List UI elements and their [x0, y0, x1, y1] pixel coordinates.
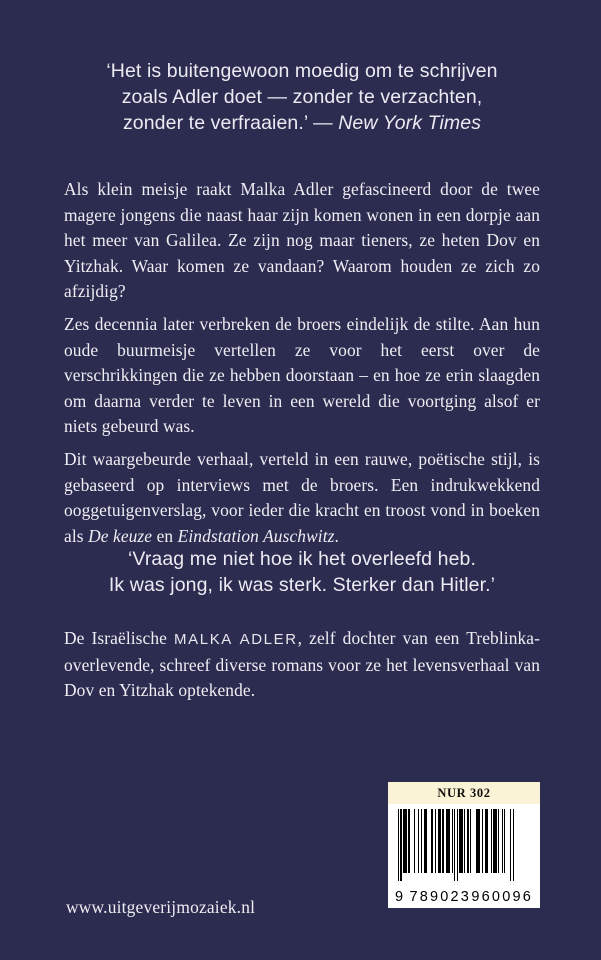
- blurb-paragraph-1: Als klein meisje raakt Malka Adler gefascineerd door de twee magere jongens die naast haar zijn komen wonen in een dorpje aan het meer van Galilea. Ze zijn nog maar tieners, ze heten Dov en Yitzhak. Waar komen ze vandaan? Waarom houden ze zich zo afzijdig?: [64, 179, 540, 302]
- nur-code-strip: [388, 782, 540, 804]
- barcode-lead-digit: 9: [395, 889, 404, 905]
- blurb-paragraph-3-part-2: en: [152, 525, 178, 546]
- pull-quote-middle-line-2: Ik was jong, ik was sterk. Sterker dan Hitler.’: [108, 574, 496, 596]
- barcode-block: [388, 782, 540, 908]
- publisher-website[interactable]: www.uitgeverijmozaiek.nl: [66, 897, 256, 917]
- pull-quote-top-line-3-text: zonder te verfraaien.’ —: [122, 112, 339, 134]
- pull-quote-top-line-3: [62, 110, 542, 136]
- barcode-digits: [388, 885, 540, 905]
- pull-quote-top: [62, 58, 542, 136]
- blurb-paragraph-2: Zes decennia later verbreken de broers eindelijk de stilte. Aan hun oude buurmeisje vertellen ze voor het eerst over de verschrikkingen die ze hebben doorstaan – en hoe ze erin slaagden om daarna verder te leven in een wereld die voortging alsof er niets gebeurd was.: [64, 314, 540, 437]
- book-title-de-keuze: De keuze: [88, 525, 153, 546]
- blurb-paragraph-3-part-1: Dit waargebeurde verhaal, verteld in een rauwe, poëtische stijl, is gebaseerd op interviews met de broers. Een indrukwekkend ooggetuigenverslag, voor ieder die kracht en troost vond in boeken als: [64, 449, 540, 546]
- author-bio-part-1: De Israëlische: [64, 628, 175, 649]
- book-title-eindstation-auschwitz: Eindstation Auschwitz: [177, 525, 335, 546]
- barcode-right-group: 960096: [471, 889, 533, 905]
- pull-quote-source: New York Times: [338, 112, 482, 134]
- pull-quote-top-line-2: zoals Adler doet — zonder te verzachten,: [121, 86, 483, 108]
- pull-quote-top-line-1: ‘Het is buitengewoon moedig om te schrijven: [106, 60, 498, 82]
- blurb-paragraph-3-part-3: .: [334, 525, 339, 546]
- barcode-bars: [398, 809, 530, 881]
- barcode-left-group: 789023: [409, 889, 472, 905]
- barcode-area: [388, 804, 540, 908]
- author-bio-paragraph: [64, 626, 540, 703]
- author-name: MALKA ADLER: [174, 631, 298, 649]
- nur-code-label: NUR 302: [437, 785, 491, 800]
- author-bio-part-2: , zelf dochter van een Treblinka-overlevende, schreef diverse romans voor ze het levensverhaal van Dov en Yitzhak optekende.: [64, 628, 540, 701]
- pull-quote-middle-line-1: ‘Vraag me niet hoe ik het overleefd heb.: [128, 548, 476, 570]
- blurb-paragraph-3: [64, 447, 540, 549]
- pull-quote-middle: [62, 546, 542, 598]
